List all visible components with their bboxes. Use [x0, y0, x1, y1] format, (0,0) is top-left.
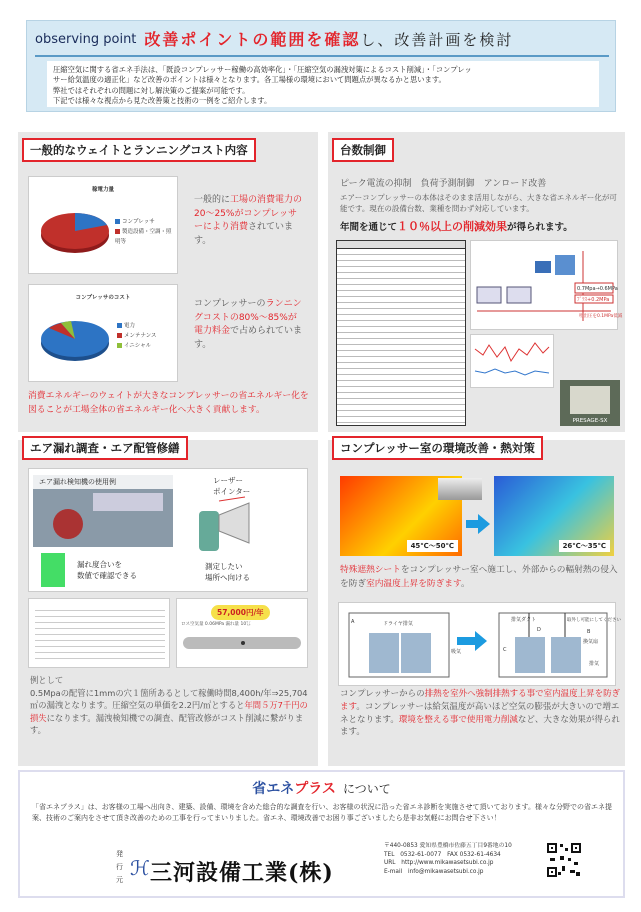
- section-unit-control: [328, 132, 625, 432]
- text-plain: 例として 0.5Mpaの配管に1mmの穴１箇所あるとして稼働時間8,400h/年⇒25,704㎥の漏洩となります。圧縮空気の単価を2.2円/㎥とすると: [30, 675, 308, 710]
- pie-chart-cost: [28, 284, 178, 382]
- sec1-text2: [194, 298, 304, 352]
- about-label: について: [342, 782, 391, 796]
- ventilation-diagram-graphic: [339, 603, 621, 687]
- legend-item: イニシャル: [124, 343, 152, 349]
- sec1-text1: [194, 194, 304, 248]
- trend-graph: [470, 334, 554, 388]
- caption-point: 測定したい 場所へ向ける: [205, 562, 250, 582]
- address-line: TEL 0532-61-0077 FAX 0532-61-4634: [384, 851, 501, 858]
- chart-title: コンプレッサのコスト: [75, 295, 131, 301]
- header-banner: [26, 20, 616, 112]
- chart-legend: [117, 321, 157, 351]
- diagram-label: 換気扇: [583, 639, 599, 645]
- address-line[interactable]: E-mail info@mikawasetsubi.co.jp: [384, 868, 484, 875]
- sec3-body: [30, 674, 312, 737]
- text-plain: 。コンプレッサーは給気温度が高いほど空気の膨張が大きいので増エネとなります。: [340, 701, 620, 725]
- section-running-cost: [18, 132, 318, 432]
- brand-logo: [252, 781, 336, 797]
- text-plain: など、大きな効果が得られます。: [340, 714, 620, 738]
- temp-after: 26℃～35℃: [559, 540, 610, 552]
- footer-title: [20, 778, 623, 798]
- section-title: エア漏れ調査・エア配管修繕: [22, 436, 188, 460]
- text-plain: になります。漏洩検知機での調査、配管改修がコスト削減に繋がります。: [30, 712, 304, 735]
- text-plain: 。: [460, 578, 470, 589]
- sec2-highlight: [340, 220, 624, 235]
- pipe-graphic: [177, 627, 307, 667]
- sec1-summary: 消費エネルギーのウェイトが大きなコンプレッサーの省エネルギー化を図ることが工場全体の省エネルギー化へ大きく貢献します。: [28, 391, 309, 415]
- address-line: 〒440-0853 愛知県豊橋市佐藤五丁目9番地の10: [384, 843, 512, 849]
- chart-title: 稼電力量: [91, 187, 114, 193]
- ventilation-diagram: [338, 602, 621, 686]
- text-highlight: 排熱を室外へ強制排熱する事で室内温度上昇を防ぎます: [340, 689, 621, 712]
- detector-device-graphic: [185, 491, 275, 561]
- section-title: 台数制御: [332, 138, 394, 162]
- text-highlight: 工場の消費電力の20～25%がコンプレッサーにより消費: [194, 195, 303, 232]
- pie-chart-energy: [28, 176, 178, 274]
- diagram-label: D: [537, 627, 541, 633]
- loss-subtext: ロス空気量 0.06MPa 漏れ量 10㍑: [181, 622, 251, 627]
- text-plain: コンプレッサーからの: [340, 689, 425, 699]
- sec4-text1: [340, 564, 622, 591]
- logo-part: プラス: [294, 781, 336, 797]
- intro-line: 下記では様々な視点から見た改善策と技術の一例をご紹介します。: [53, 96, 272, 106]
- text-plain: をコンプレッサー室へ施工し、外部からの輻射熱の侵入を防ぎ: [340, 565, 618, 589]
- controller-photo: [560, 380, 620, 426]
- intro-line: 弊社ではそれぞれの問題に対し解決策のご提案が可能です。: [53, 85, 250, 95]
- diagram-label: B: [587, 629, 591, 635]
- text-plain: コンプレッサーの: [194, 299, 266, 309]
- diagram-label: A: [351, 619, 355, 625]
- company-block: [116, 848, 406, 892]
- address-line[interactable]: URL http://www.mikawasetsubi.co.jp: [384, 860, 494, 866]
- pie-cost-graphic: [35, 309, 115, 369]
- trend-graph-graphic: [471, 335, 553, 387]
- pie-energy-graphic: [35, 201, 115, 261]
- diagram-label: 排気: [589, 661, 600, 667]
- diagram-label: ドライヤ排気: [383, 621, 413, 627]
- title-highlight: 改善ポイントの範囲を確認: [144, 30, 361, 49]
- text-highlight: 環境を整える事で使用電力削減: [398, 714, 518, 725]
- diagram-label: 吐出圧を0.1MPa低減: [579, 314, 623, 319]
- text-highlight: 特殊遮熱シート: [340, 565, 401, 575]
- observing-point-label: observing point: [35, 32, 137, 47]
- loss-price: 57,000円/年: [211, 605, 270, 620]
- company-name: 三河設備工業(株): [150, 860, 334, 886]
- header-title: [35, 27, 609, 57]
- diagram-label: ﾌﾞﾗｽ+0.2MPa: [577, 297, 610, 303]
- text-plain: が得られます。: [507, 222, 573, 233]
- title-rest: し、改善計画を検討: [360, 31, 514, 49]
- text-highlight: ランニングコストの80%～85%が電力料金: [194, 299, 302, 336]
- arrow-right-icon: [466, 514, 490, 534]
- text-plain: 年間を通じて: [340, 222, 398, 233]
- leak-report-table: [28, 598, 170, 668]
- company-logo-icon: ℋ: [130, 856, 150, 880]
- leak-detector-photo: [33, 475, 173, 547]
- legend-item: メンテナンス: [124, 333, 157, 339]
- publisher-label: 発行元: [116, 850, 123, 884]
- heat-sheet-photo: [438, 478, 482, 500]
- text-plain: 一般的に: [194, 195, 231, 205]
- section-air-leak: [18, 440, 318, 766]
- text-highlight: １０％以上の削減効果: [397, 220, 508, 233]
- diagram-label: 0.7Mpa→0.6MPa: [577, 286, 618, 292]
- diagram-label: 吸気: [451, 649, 462, 655]
- text-plain: されています。: [194, 222, 294, 246]
- temp-before: 45℃～50℃: [407, 540, 458, 552]
- qr-code-icon[interactable]: [546, 842, 582, 878]
- sec2-desc: エアーコンプレッサーの本体はそのまま活用しながら、大きな省エネルギー化が可能です。現在の設備台数、業種を問わず対応しています。: [340, 193, 617, 213]
- section-title: コンプレッサー室の環境改善・熱対策: [332, 436, 543, 460]
- chart-legend: [115, 217, 175, 247]
- legend-item: 製造設備・空調・照明等: [115, 229, 172, 245]
- thermal-image-after: [494, 476, 614, 556]
- intro-line: サー給気温度の適正化」など改善のポイントは様々となります。各工場様の環境において問題点が異なるかと思います。: [53, 75, 446, 85]
- caption-laser: レーザー ポインター: [213, 476, 251, 496]
- data-table-graphic: [336, 240, 466, 426]
- footer-about: [18, 770, 625, 898]
- sec2-subtitle: ピーク電流の抑制 負荷予測制御 アンロード改善: [340, 179, 547, 189]
- intro-text: [47, 61, 599, 107]
- section-environment: [328, 440, 625, 766]
- diagram-label: 排気ダクト: [511, 617, 537, 623]
- caption-measure: 漏れ度合いを 数値で確認できる: [77, 560, 137, 580]
- text-plain: で占められています。: [194, 326, 303, 350]
- control-system-diagram: [470, 240, 623, 330]
- company-address: [384, 842, 554, 876]
- detector-screen: [41, 553, 65, 587]
- sec4-text2: [340, 688, 622, 739]
- photo-caption: エア漏れ検知機の使用例: [33, 475, 173, 489]
- logo-part: 省エネ: [252, 781, 295, 797]
- text-highlight: 年間５万7千円の損失: [30, 700, 308, 723]
- text-highlight: 室内温度上昇を防ぎます: [366, 578, 461, 589]
- section-title: 一般的なウェイトとランニングコスト内容: [22, 138, 256, 162]
- footer-body: 「省エネプラス」は、お客様の工場へ出向き、建築、設備、環境を含めた総合的な調査を行い、お客様の状況に沿った省エネ診断を実施させて頂いております。様々な分野での省エネ提案、技術のご案内をさせて頂き改善のための工事を行ってまいりました。省エネ、環境改善でお困り事ございましたら是非お気軽にお問合せ下さい！: [32, 803, 612, 822]
- pipe-leak-graphic: [176, 598, 308, 668]
- diagram-label: C: [503, 647, 507, 653]
- controller-label: PRESAGE-SX: [572, 418, 608, 424]
- intro-line: 圧縮空気に関する省エネ手法は、「既設コンプレッサー稼働の高効率化」・「圧縮空気の漏洩対策によるコスト削減」・「コンプレッ: [53, 65, 472, 74]
- leak-detector-illustration: [28, 468, 308, 592]
- legend-item: 電力: [124, 323, 136, 329]
- diagram-label: 取外し可能にしてください: [567, 618, 621, 623]
- legend-item: コンプレッサ: [122, 219, 155, 225]
- system-diagram-graphic: [471, 241, 623, 329]
